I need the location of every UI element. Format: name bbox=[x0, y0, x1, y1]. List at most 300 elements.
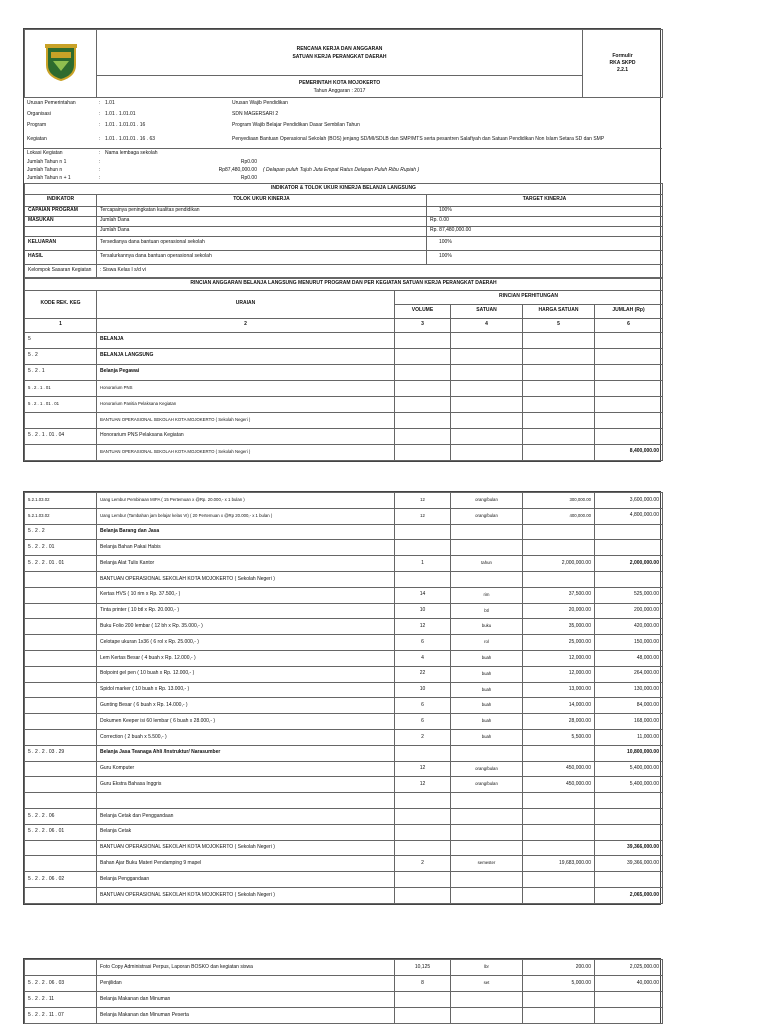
row-volume bbox=[395, 887, 451, 903]
row-harga: 5,000.00 bbox=[523, 976, 595, 992]
row-uraian: BANTUAN OPERASIONAL SEKOLAH KOTA MOJOKERTO ( Sekolah Negeri ) bbox=[97, 840, 395, 856]
row-uraian: Belanja Cetak bbox=[97, 824, 395, 840]
row-harga bbox=[523, 540, 595, 556]
row-uraian: Guru Ekstra Bahasa Inggris bbox=[97, 777, 395, 793]
row-uraian: Foto Copy Administrasi Perpus, Laporan BOSKO dan kegiatan siswa bbox=[97, 960, 395, 976]
row-volume: 4 bbox=[395, 650, 451, 666]
row-harga: 19,683,000.00 bbox=[523, 856, 595, 872]
kinerja-indikator: MASUKAN bbox=[25, 216, 97, 226]
row-kode: 5 . 2 . 1 . 01 . 04 bbox=[25, 428, 97, 444]
row-jumlah: 39,366,000.00 bbox=[595, 840, 663, 856]
row-jumlah: 168,000.00 bbox=[595, 714, 663, 730]
budget-row bbox=[25, 332, 663, 348]
row-satuan bbox=[451, 364, 523, 380]
row-volume: 6 bbox=[395, 698, 451, 714]
row-volume: 1 bbox=[395, 556, 451, 572]
row-volume bbox=[395, 332, 451, 348]
budget-row bbox=[25, 872, 663, 888]
kinerja-row bbox=[25, 236, 663, 250]
budget-row bbox=[25, 396, 663, 412]
info-colon: : bbox=[99, 122, 101, 129]
row-harga bbox=[523, 348, 595, 364]
row-kode: 5.2.1.03.02 bbox=[25, 493, 97, 509]
page1-body bbox=[25, 332, 663, 460]
budget-row bbox=[25, 493, 663, 509]
row-satuan: set bbox=[451, 976, 523, 992]
row-kode: 5 . 2 . 2 . 06 . 02 bbox=[25, 872, 97, 888]
row-volume bbox=[395, 348, 451, 364]
info-code: 1.01 . 1.01.01 . 16 bbox=[105, 122, 146, 129]
page3-body bbox=[25, 960, 663, 1024]
lokasi-table bbox=[24, 148, 662, 159]
row-uraian: Honorarium PNS Pelaksana Kegiatan bbox=[97, 428, 395, 444]
row-jumlah: 48,000.00 bbox=[595, 650, 663, 666]
kinerja-tolok: Tercapainya peningkatan kualitas pendidikan bbox=[97, 206, 427, 216]
row-uraian: Belanja Jasa Teanaga Ahli /Instruktur/ Narasumber bbox=[97, 745, 395, 761]
kinerja-tolok: Jumlah Dana bbox=[97, 216, 427, 226]
row-kode bbox=[25, 960, 97, 976]
row-harga: 28,000.00 bbox=[523, 714, 595, 730]
row-harga bbox=[523, 808, 595, 824]
row-satuan: buah bbox=[451, 650, 523, 666]
row-jumlah: 264,000.00 bbox=[595, 666, 663, 682]
row-volume: 10 bbox=[395, 682, 451, 698]
row-kode bbox=[25, 887, 97, 903]
budget-row bbox=[25, 729, 663, 745]
info-code: 1.01 bbox=[105, 99, 115, 106]
row-volume: 22 bbox=[395, 666, 451, 682]
row-volume bbox=[395, 824, 451, 840]
kinerja-title: INDIKATOR & TOLOK UKUR KINERJA BELANJA LANGSUNG bbox=[25, 183, 663, 194]
budget-row bbox=[25, 650, 663, 666]
row-jumlah: 420,000.00 bbox=[595, 619, 663, 635]
budget-row bbox=[25, 761, 663, 777]
row-satuan: orang/bulan bbox=[451, 508, 523, 524]
row-volume bbox=[395, 745, 451, 761]
row-kode: 5 . 2 . 2 . 06 . 01 bbox=[25, 824, 97, 840]
kinerja-indikator: KELUARAN bbox=[25, 236, 97, 250]
row-kode: 5 . 2 . 2 . 06 bbox=[25, 808, 97, 824]
row-jumlah: 5,400,000.00 bbox=[595, 777, 663, 793]
row-kode: 5 . 2 bbox=[25, 348, 97, 364]
budget-row bbox=[25, 587, 663, 603]
row-jumlah: 4,800,000.00 bbox=[595, 508, 663, 524]
budget-row bbox=[25, 808, 663, 824]
row-satuan: buah bbox=[451, 729, 523, 745]
row-kode: 5 . 2 . 2 . 01 bbox=[25, 540, 97, 556]
rincian-header-kode: KODE REK. KEG bbox=[25, 290, 97, 318]
lokasi-value: Nama lembaga sekolah bbox=[105, 150, 158, 156]
budget-row bbox=[25, 603, 663, 619]
row-harga bbox=[523, 396, 595, 412]
row-volume bbox=[395, 428, 451, 444]
row-kode bbox=[25, 444, 97, 460]
row-kode bbox=[25, 840, 97, 856]
row-kode: 5 bbox=[25, 332, 97, 348]
row-uraian: Belanja Makanan dan Minuman Peserta bbox=[97, 1008, 395, 1024]
row-jumlah: 84,000.00 bbox=[595, 698, 663, 714]
row-jumlah bbox=[595, 571, 663, 587]
row-harga: 35,000.00 bbox=[523, 619, 595, 635]
jumlah-tahun-amount: Rp0.00 bbox=[240, 174, 257, 181]
row-kode: 5 . 2 . 1 . 01 . 01 bbox=[25, 396, 97, 412]
row-satuan: orang/bulan bbox=[451, 777, 523, 793]
row-satuan bbox=[451, 793, 523, 809]
row-harga bbox=[523, 887, 595, 903]
row-jumlah: 525,000.00 bbox=[595, 587, 663, 603]
row-satuan bbox=[451, 887, 523, 903]
row-volume bbox=[395, 396, 451, 412]
col-number: 2 bbox=[97, 318, 395, 332]
kinerja-row bbox=[25, 206, 663, 216]
row-harga: 37,500.00 bbox=[523, 587, 595, 603]
city-emblem bbox=[25, 30, 97, 98]
jumlah-tahun-amount: Rp87,480,000.00 bbox=[218, 166, 257, 173]
row-uraian: Belanja Makanan dan Minuman bbox=[97, 992, 395, 1008]
row-harga bbox=[523, 428, 595, 444]
row-satuan bbox=[451, 380, 523, 396]
info-desc: Program Wajib Belajar Pendidikan Dasar Sembilan Tahun bbox=[232, 122, 360, 129]
info-row bbox=[24, 132, 662, 148]
info-row bbox=[24, 98, 662, 109]
lokasi-row bbox=[24, 149, 662, 159]
form-name: RKA SKPD bbox=[609, 60, 636, 66]
col-number: 6 bbox=[595, 318, 663, 332]
budget-row bbox=[25, 508, 663, 524]
jumlah-tahun-label: Jumlah Tahun n 1 bbox=[27, 158, 67, 165]
row-jumlah bbox=[595, 824, 663, 840]
row-harga bbox=[523, 380, 595, 396]
row-uraian: BANTUAN OPERASIONAL SEKOLAH KOTA MOJOKERTO ( Sekolah Negeri ) bbox=[97, 887, 395, 903]
row-harga: 400,000.00 bbox=[523, 508, 595, 524]
row-volume bbox=[395, 412, 451, 428]
row-jumlah bbox=[595, 1008, 663, 1024]
row-harga bbox=[523, 745, 595, 761]
info-label: Organisasi bbox=[27, 110, 51, 117]
row-jumlah bbox=[595, 992, 663, 1008]
row-uraian: Guru Komputer bbox=[97, 761, 395, 777]
row-jumlah bbox=[595, 364, 663, 380]
row-kode: 5 . 2 . 1 bbox=[25, 364, 97, 380]
row-volume bbox=[395, 808, 451, 824]
row-jumlah: 2,000,000.00 bbox=[595, 556, 663, 572]
info-desc: Penyediaan Bantuan Operasional Sekolah (BOS) jenjang SD/MI/SDLB dan SMP/MTS serta pesantren Salafiyah dan Satuan Pendidikan Non Islam Setara SD dan SMP bbox=[232, 136, 605, 143]
kinerja-header-indikator: INDIKATOR bbox=[25, 194, 97, 206]
row-satuan bbox=[451, 332, 523, 348]
budget-row bbox=[25, 840, 663, 856]
row-uraian: Uang Lembur (Tambahan jam belajar kelas VI) ( 20 Pertemuan x @Rp 20.000,- x 1 bulan ) bbox=[97, 508, 395, 524]
header-table bbox=[24, 29, 663, 98]
row-jumlah: 130,000.00 bbox=[595, 682, 663, 698]
row-volume bbox=[395, 380, 451, 396]
jumlah-tahun-row bbox=[24, 167, 662, 175]
rincian-header-jumlah: JUMLAH (Rp) bbox=[595, 304, 663, 318]
row-kode bbox=[25, 412, 97, 428]
row-harga: 200.00 bbox=[523, 960, 595, 976]
row-volume bbox=[395, 1008, 451, 1024]
sasaran-value: Siswa Kelas I s/d vi bbox=[102, 266, 146, 273]
row-volume: 2 bbox=[395, 856, 451, 872]
row-satuan bbox=[451, 428, 523, 444]
row-jumlah: 5,400,000.00 bbox=[595, 761, 663, 777]
rincian-header-volume: VOLUME bbox=[395, 304, 451, 318]
kinerja-row bbox=[25, 226, 663, 236]
row-jumlah bbox=[595, 396, 663, 412]
info-colon: : bbox=[99, 99, 101, 106]
info-row bbox=[24, 120, 662, 132]
row-volume bbox=[395, 992, 451, 1008]
info-label: Kegiatan bbox=[27, 136, 47, 143]
row-satuan bbox=[451, 524, 523, 540]
jumlah-tahun-row bbox=[24, 159, 662, 167]
row-volume: 12 bbox=[395, 777, 451, 793]
row-kode bbox=[25, 761, 97, 777]
row-kode bbox=[25, 635, 97, 651]
rincian-table-cont-2 bbox=[24, 959, 663, 1024]
row-satuan bbox=[451, 396, 523, 412]
row-volume bbox=[395, 840, 451, 856]
jumlah-tahun-colon: : bbox=[99, 158, 101, 165]
kinerja-target: Rp. 87,480,000.00 bbox=[427, 226, 663, 236]
budget-row bbox=[25, 666, 663, 682]
row-satuan bbox=[451, 992, 523, 1008]
rincian-title: RINCIAN ANGGARAN BELANJA LANGSUNG MENURUT PROGRAM DAN PER KEGIATAN SATUAN KERJA PERANGKAT DAERAH bbox=[25, 278, 663, 290]
info-label: Urusan Pemerintahan bbox=[27, 99, 76, 106]
row-volume bbox=[395, 571, 451, 587]
row-jumlah: 150,000.00 bbox=[595, 635, 663, 651]
row-volume: 12 bbox=[395, 493, 451, 509]
kinerja-indikator: CAPAIAN PROGRAM bbox=[25, 206, 97, 216]
row-harga bbox=[523, 571, 595, 587]
budget-row bbox=[25, 960, 663, 976]
col-number: 5 bbox=[523, 318, 595, 332]
jumlah-tahun-note: ( Delapan puluh Tujuh Juta Empat Ratus Delapan Puluh Ribu Rupiah ) bbox=[263, 166, 420, 173]
row-volume bbox=[395, 540, 451, 556]
row-harga: 12,000.00 bbox=[523, 650, 595, 666]
fiscal-year: Tahun Anggaran : 2017 bbox=[313, 87, 366, 94]
form-code: 2.2.1 bbox=[616, 67, 629, 73]
row-jumlah: 8,400,000.00 bbox=[595, 444, 663, 460]
row-harga: 12,000.00 bbox=[523, 666, 595, 682]
row-uraian: Gunting Besar ( 6 buah x Rp. 14.000,- ) bbox=[97, 698, 395, 714]
row-uraian: BELANJA LANGSUNG bbox=[97, 348, 395, 364]
kinerja-indikator bbox=[25, 226, 97, 236]
rka-sheet-page-2 bbox=[23, 491, 661, 905]
row-kode bbox=[25, 682, 97, 698]
budget-row bbox=[25, 571, 663, 587]
row-kode bbox=[25, 856, 97, 872]
kinerja-indikator: HASIL bbox=[25, 250, 97, 264]
row-volume bbox=[395, 793, 451, 809]
government-name: PEMERINTAH KOTA MOJOKERTO bbox=[298, 79, 381, 86]
row-satuan: buku bbox=[451, 619, 523, 635]
row-uraian: Kertas HVS ( 10 rim x Rp. 37.500,- ) bbox=[97, 587, 395, 603]
budget-row bbox=[25, 348, 663, 364]
budget-row bbox=[25, 745, 663, 761]
row-harga bbox=[523, 992, 595, 1008]
row-harga: 300,000.00 bbox=[523, 493, 595, 509]
row-jumlah: 39,366,000.00 bbox=[595, 856, 663, 872]
col-number: 1 bbox=[25, 318, 97, 332]
info-code: 1.01 . 1.01.01 bbox=[105, 110, 136, 117]
header-gov bbox=[97, 76, 583, 98]
row-satuan: buah bbox=[451, 698, 523, 714]
kinerja-target: 100% bbox=[427, 250, 663, 264]
info-label: Program bbox=[27, 122, 47, 129]
row-volume bbox=[395, 524, 451, 540]
row-volume: 10,125 bbox=[395, 960, 451, 976]
jumlah-tahun-colon: : bbox=[99, 174, 101, 181]
row-jumlah: 11,000.00 bbox=[595, 729, 663, 745]
budget-row bbox=[25, 524, 663, 540]
row-uraian bbox=[97, 793, 395, 809]
row-jumlah bbox=[595, 524, 663, 540]
row-uraian: Belanja Barang dan Jasa bbox=[97, 524, 395, 540]
info-colon: : bbox=[99, 110, 101, 117]
row-kode: 5 . 2 . 1 . 01 bbox=[25, 380, 97, 396]
row-satuan: orang/bulan bbox=[451, 493, 523, 509]
rincian-header-harga: HARGA SATUAN bbox=[523, 304, 595, 318]
row-uraian: Belanja Alat Tulis Kantor bbox=[97, 556, 395, 572]
rincian-table-cont bbox=[24, 492, 663, 904]
row-satuan: buah bbox=[451, 682, 523, 698]
budget-row bbox=[25, 793, 663, 809]
info-desc: Urusan Wajib Pendidikan bbox=[232, 99, 288, 106]
row-jumlah: 3,600,000.00 bbox=[595, 493, 663, 509]
row-satuan: rol bbox=[451, 635, 523, 651]
row-harga bbox=[523, 872, 595, 888]
row-harga bbox=[523, 524, 595, 540]
row-kode: 5.2.1.03.02 bbox=[25, 508, 97, 524]
row-satuan: rim bbox=[451, 587, 523, 603]
kinerja-row bbox=[25, 216, 663, 226]
info-row bbox=[24, 109, 662, 120]
row-jumlah: 200,000.00 bbox=[595, 603, 663, 619]
row-kode bbox=[25, 777, 97, 793]
budget-row bbox=[25, 714, 663, 730]
row-jumlah: 2,025,000.00 bbox=[595, 960, 663, 976]
row-kode bbox=[25, 619, 97, 635]
row-kode: 5 . 2 . 2 . 03 . 29 bbox=[25, 745, 97, 761]
sasaran-label: Kelompok Sasaran Kegiatan bbox=[25, 264, 97, 277]
row-uraian: Penjilidan bbox=[97, 976, 395, 992]
row-volume: 10 bbox=[395, 603, 451, 619]
sasaran-colon: : bbox=[100, 266, 102, 273]
row-kode bbox=[25, 571, 97, 587]
row-uraian: Belanja Pegawai bbox=[97, 364, 395, 380]
row-harga bbox=[523, 1008, 595, 1024]
kinerja-target: Rp. 0.00 bbox=[427, 216, 663, 226]
row-harga bbox=[523, 793, 595, 809]
row-uraian: BANTUAN OPERASIONAL SEKOLAH KOTA MOJOKERTO ( Sekolah Negeri ) bbox=[97, 412, 395, 428]
info-colon: : bbox=[99, 136, 101, 143]
row-kode bbox=[25, 729, 97, 745]
info-desc: SDN MAGERSARI 2 bbox=[232, 110, 279, 117]
kinerja-table bbox=[24, 183, 663, 278]
jumlah-tahun-label: Jumlah Tahun n + 1 bbox=[27, 174, 71, 181]
row-jumlah bbox=[595, 348, 663, 364]
lokasi-colon: : bbox=[99, 150, 101, 156]
page2-body bbox=[25, 493, 663, 904]
row-kode bbox=[25, 714, 97, 730]
row-volume: 2 bbox=[395, 729, 451, 745]
budget-row bbox=[25, 556, 663, 572]
row-satuan: buah bbox=[451, 666, 523, 682]
header-title-2: SATUAN KERJA PERANGKAT DAERAH bbox=[292, 53, 387, 60]
row-uraian: Uang Lembur Pembinaan MIPA ( 15 Pertemuan x @Rp. 20.000,- x 1 bulan ) bbox=[97, 493, 395, 509]
sasaran-value-cell bbox=[97, 264, 663, 277]
row-satuan bbox=[451, 348, 523, 364]
budget-row bbox=[25, 635, 663, 651]
row-uraian: BANTUAN OPERASIONAL SEKOLAH KOTA MOJOKERTO ( Sekolah Negeri ) bbox=[97, 571, 395, 587]
row-satuan bbox=[451, 571, 523, 587]
budget-row bbox=[25, 976, 663, 992]
lokasi-label: Lokasi Kegiatan bbox=[27, 150, 63, 156]
row-volume: 12 bbox=[395, 761, 451, 777]
jumlah-tahun-note bbox=[260, 175, 662, 183]
budget-row bbox=[25, 428, 663, 444]
row-kode: 5 . 2 . 2 . 01 . 01 bbox=[25, 556, 97, 572]
rincian-header-perhitungan: RINCIAN PERHITUNGAN bbox=[395, 290, 663, 304]
row-volume: 14 bbox=[395, 587, 451, 603]
col-number: 4 bbox=[451, 318, 523, 332]
row-satuan: semester bbox=[451, 856, 523, 872]
row-volume bbox=[395, 872, 451, 888]
row-satuan bbox=[451, 745, 523, 761]
row-harga bbox=[523, 840, 595, 856]
row-volume: 6 bbox=[395, 635, 451, 651]
row-uraian: Buku Folio 200 lembar ( 12 bh x Rp. 35.000,- ) bbox=[97, 619, 395, 635]
budget-row bbox=[25, 619, 663, 635]
row-uraian: BANTUAN OPERASIONAL SEKOLAH KOTA MOJOKERTO ( Sekolah Negeri ) bbox=[97, 444, 395, 460]
budget-row bbox=[25, 992, 663, 1008]
row-uraian: Correction ( 2 buah x 5.500,- ) bbox=[97, 729, 395, 745]
budget-row bbox=[25, 364, 663, 380]
row-satuan bbox=[451, 444, 523, 460]
budget-row bbox=[25, 540, 663, 556]
row-harga bbox=[523, 364, 595, 380]
rincian-table bbox=[24, 278, 663, 461]
budget-row bbox=[25, 1008, 663, 1024]
row-kode bbox=[25, 666, 97, 682]
row-uraian: Honorarium Panitia Pelaksana Kegiatan bbox=[97, 396, 395, 412]
row-jumlah bbox=[595, 872, 663, 888]
kinerja-tolok: Jumlah Dana bbox=[97, 226, 427, 236]
header-titles bbox=[97, 30, 583, 76]
budget-row bbox=[25, 856, 663, 872]
kinerja-sasaran-row bbox=[25, 264, 663, 277]
row-uraian: Belanja Bahan Pakai Habis bbox=[97, 540, 395, 556]
row-uraian: Belanja Cetak dan Penggandaan bbox=[97, 808, 395, 824]
row-uraian: Spidol marker ( 10 buah x Rp. 13.000,- ) bbox=[97, 682, 395, 698]
row-jumlah bbox=[595, 412, 663, 428]
row-kode bbox=[25, 793, 97, 809]
row-harga: 13,000.00 bbox=[523, 682, 595, 698]
row-uraian: Honorarium PNS bbox=[97, 380, 395, 396]
row-harga bbox=[523, 412, 595, 428]
row-harga bbox=[523, 444, 595, 460]
row-kode bbox=[25, 603, 97, 619]
row-harga: 20,000.00 bbox=[523, 603, 595, 619]
row-satuan bbox=[451, 840, 523, 856]
row-satuan: lbr bbox=[451, 960, 523, 976]
row-volume bbox=[395, 444, 451, 460]
row-harga: 2,000,000.00 bbox=[523, 556, 595, 572]
rincian-header-satuan: SATUAN bbox=[451, 304, 523, 318]
row-uraian: Celotape ukuran 1x36 ( 6 rol x Rp. 25.000,- ) bbox=[97, 635, 395, 651]
rka-sheet-page-3 bbox=[23, 958, 661, 1024]
kinerja-tolok: Tersedianya dana bantuan operasional sekolah bbox=[97, 236, 427, 250]
